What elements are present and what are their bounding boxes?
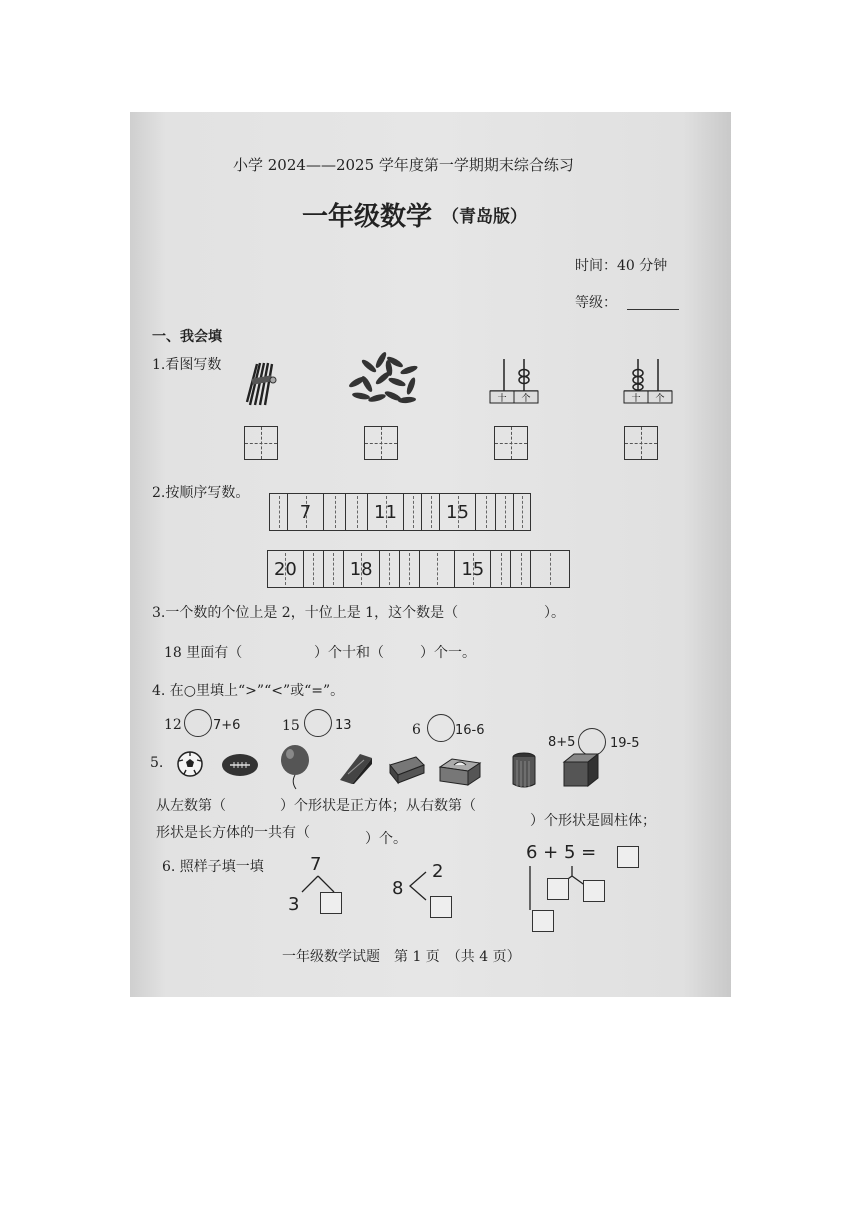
cube-box-icon [560, 752, 600, 788]
balloon-icon [278, 744, 314, 790]
q6-eq-box-a[interactable] [547, 878, 569, 900]
abacus-label-ones: 个 [521, 394, 531, 404]
q6-equation: 6 + 5 = [526, 842, 597, 863]
sequence-cell[interactable]: 15 [440, 494, 476, 530]
q3-line2-text: 18 里面有（ [164, 645, 243, 661]
q3-line2-mid: ）个十和（ [314, 645, 384, 661]
sequence-cell[interactable] [304, 551, 324, 587]
q5-line1-end: ）个形状是圆柱体； [530, 813, 656, 829]
q6-eq-box-c[interactable] [532, 910, 554, 932]
sequence-cell[interactable] [380, 551, 400, 587]
sequence-cell[interactable]: 11 [368, 494, 404, 530]
q6-ex2-right: 2 [432, 861, 444, 882]
chocolate-bar-icon [338, 750, 374, 784]
scattered-sticks-icon [345, 352, 425, 408]
sequence-cell[interactable] [324, 551, 344, 587]
abacus-label-tens: 十 [497, 394, 507, 404]
sequence-row-2 [267, 550, 570, 588]
q5-label: 5. [150, 755, 164, 771]
q5-line1-mid: ）个形状是正方体；从右数第（ [280, 798, 476, 814]
sequence-row-1 [269, 493, 531, 531]
q3-line2-end: ）个一。 [420, 645, 476, 661]
sequence-cell[interactable] [514, 494, 530, 530]
book-icon [386, 753, 426, 785]
stick-bundle-icon [242, 357, 282, 409]
q6-ex1-top: 7 [310, 854, 322, 875]
q4-compare-circle-3[interactable] [427, 714, 455, 742]
q4-item-2-right: 13 [335, 718, 352, 733]
sequence-cell[interactable]: 7 [288, 494, 324, 530]
q6-eq-result-box[interactable] [617, 846, 639, 868]
sequence-cell[interactable]: 20 [268, 551, 304, 587]
abacus-label-ones: 个 [655, 394, 665, 404]
exam-title: 一年级数学 [302, 202, 433, 232]
q4-item-4-left: 8+5 [548, 735, 576, 750]
q5-line2-text: 形状是长方体的一共有（ [156, 825, 310, 841]
grade-label: 等级： [575, 295, 617, 311]
q1-answer-box-3[interactable] [494, 426, 528, 460]
rugby-ball-icon [220, 752, 260, 778]
sequence-cell[interactable] [476, 494, 496, 530]
q6-ex1-branch [296, 874, 340, 894]
q6-label: 6. 照样子填一填 [162, 859, 264, 875]
tissue-box-icon [438, 757, 482, 787]
q6-ex2-branch [406, 868, 430, 904]
q6-ex1-left: 3 [288, 894, 300, 915]
abacus-label-tens: 十 [631, 394, 641, 404]
q4-item-2-left: 15 [282, 718, 300, 734]
sequence-cell[interactable] [496, 494, 514, 530]
q1-label: 1.看图写数 [152, 357, 222, 373]
q5-line1-text: 从左数第（ [156, 798, 226, 814]
exam-paper [130, 112, 731, 997]
q4-item-3-left: 6 [412, 722, 421, 738]
sequence-cell[interactable] [400, 551, 420, 587]
q4-compare-circle-1[interactable] [184, 709, 212, 737]
q4-label: 4. 在○里填上“>”“<”或“=”。 [152, 683, 345, 699]
q4-compare-circle-2[interactable] [304, 709, 332, 737]
exam-subtitle: 小学 2024——2025 学年度第一学期期末综合练习 [233, 156, 574, 174]
abacus-icon-2 [622, 357, 674, 407]
grade-blank[interactable] [627, 309, 679, 310]
q3-line1-text: 3.一个数的个位上是 2，十位上是 1，这个数是（ [152, 605, 459, 621]
q1-answer-box-4[interactable] [624, 426, 658, 460]
exam-time: 时间：40 分钟 [575, 258, 668, 274]
abacus-icon-1 [488, 357, 540, 407]
sequence-cell[interactable] [491, 551, 511, 587]
sequence-cell[interactable] [420, 551, 456, 587]
q1-answer-box-1[interactable] [244, 426, 278, 460]
q4-item-1-right: 7+6 [213, 718, 241, 733]
q3-line1-end: ）。 [544, 605, 565, 621]
q6-ex1-answer-box[interactable] [320, 892, 342, 914]
sequence-cell[interactable] [511, 551, 531, 587]
sequence-cell[interactable] [531, 551, 569, 587]
page-footer: 一年级数学试题 第 1 页 （共 4 页） [282, 949, 521, 965]
sequence-cell[interactable] [422, 494, 440, 530]
section-heading: 一、我会填 [152, 329, 222, 345]
sequence-cell[interactable] [270, 494, 288, 530]
q2-label: 2.按顺序写数。 [152, 485, 250, 501]
q4-item-3-right: 16-6 [455, 723, 485, 738]
q5-line2-end: ）个。 [365, 831, 407, 847]
q6-ex2-left: 8 [392, 878, 404, 899]
q4-item-4-right: 19-5 [610, 736, 640, 751]
q4-item-1-left: 12 [164, 717, 182, 733]
exam-edition: （青岛版） [442, 207, 527, 227]
sequence-cell[interactable] [404, 494, 422, 530]
q6-ex2-answer-box[interactable] [430, 896, 452, 918]
q6-eq-box-b[interactable] [583, 880, 605, 902]
sequence-cell[interactable]: 18 [344, 551, 380, 587]
q1-answer-box-2[interactable] [364, 426, 398, 460]
pencil-holder-icon [510, 752, 538, 790]
sequence-cell[interactable] [324, 494, 346, 530]
sequence-cell[interactable]: 15 [455, 551, 491, 587]
sequence-cell[interactable] [346, 494, 368, 530]
soccer-ball-icon [176, 750, 204, 778]
